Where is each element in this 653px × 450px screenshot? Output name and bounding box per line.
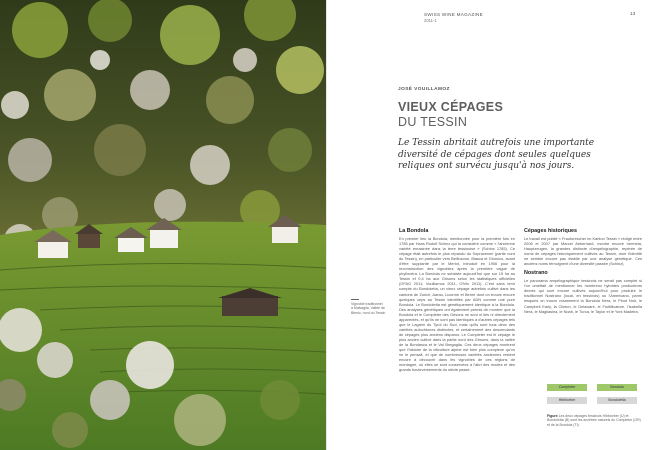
page-number: 13 — [630, 12, 636, 17]
photo-caption — [351, 299, 387, 315]
section-heading-cepages: Cépages historiques — [524, 228, 578, 234]
article-page — [327, 0, 653, 450]
section-heading-nostrano: Nostrano — [524, 270, 548, 277]
legend-item-bondola: Bondola — [597, 384, 637, 391]
photo-caption-line: Vignoble traditionnel — [351, 302, 383, 306]
vineyard-illustration — [0, 0, 326, 450]
magazine-issue: 2011-1 — [424, 18, 437, 23]
section-body-cepages: Le travail est publié « Frauforescher im Kanton Tessin » rédigé entre 2006 et 2007 par Marcel Aeberhard, montre encore hermeta, Hauptzeugen, la grandes distincte d'ampélographie, repérée de noms de cépages historiquement cultivés au Tessin, dont l'identité ne semble encore pas établie par une analyse génétique. Ces anciens noms témoignent d'une diversité passée (Schinz). — [524, 236, 642, 267]
article-lede: Le Tessin abritait autrefois une importante diversité de cépages dont seules quelques reliques ont survécu jusqu'à nos jours. — [398, 138, 595, 171]
section-body-nostrano: Le panorama ampélographique tessinois ne serait pas complet si l'on omettait de mentionner les nombreux hybrides producteurs directs qui sont encore cultivés aujourd'hui pour produire le traditionnel Nostrano (local, en tessinois) ou l'Americano, parmi lesquels on trouve notamment la Bondola Nera, le Pinot Noir, le Campbell Early, la Clinton, le Delaware, le Fruttificatore, l'Isabella Nera, le Magliasina, le Noah, le Turca, le Taylor et le York Madeira. — [524, 278, 642, 314]
magazine-name: SWISS WINE MAGAZINE — [424, 12, 484, 17]
figure-caption-label: Figure — [547, 414, 558, 418]
text-column-1 — [399, 228, 515, 376]
figure-legend — [547, 384, 641, 406]
caption-rule — [351, 299, 359, 300]
section-heading-bondola: La Bondola — [399, 228, 429, 234]
legend-item-hibbiorber: Hibbiorber — [547, 397, 587, 404]
vineyard-photo — [0, 0, 326, 450]
text-column-2 — [524, 228, 642, 318]
article-subtitle: DU TESSIN — [398, 115, 468, 129]
section-body-bondola: En premier lieu la Bondola, mentionnée pour la première fois en 1785 par Hans Rudolf Schinz qui la considère comme « l'ancienne variété enracinée dans la terre tessinoise » (Schinz 1785). Ce cépage était autrefois le plus répandu du Sopraceneri (partie nord du Tessin), en particulier vers Bellinzone, Biasca et Giornico, avant d'être supplanté par le Merlot, introduit en 1906 pour la reconstruction des vignobles après la première vague de phylloxéra. La Bondola ne subsiste aujourd'hui que sur 15 ha au Tessin et 0,4 ha aux Grisons selon les statistiques officielles (OFAG 2011; Vouillamoz 2011, OIVin 2011). C'est sans tenir compte du Bondoletta, un vieux cépage autrefois cultivé dans les cantons de Zurich, Aarau, Lucerne et Berne dont on trouve encore quelques ceps au Tessin identifiés par ADN comme une pure Bondola. Le Bondoletta est génétiquement identique à la Bondola. Des analyses génétiques ont également permis de montrer que la Bondola et le Completer des Grisons ne sont ni liés ni directement apparentés, et qu'ils ne sont pas identiques à d'autres cépages tels que le Lagrein du Tyrol du Sud, mais qu'ils sont tous deux des variétés autochtones distinctes, et certainement des descendants de cépages plus anciens disparus. Le Completer est le cépage le plus ancien cultivé dans la partie nord des Grisons, dans la vallée de la Bondasca et le Val Bregaglia. Ces deux cépages montrent que l'histoire de la viticulture alpine est bien plus complexe qu'on ne le pensait, et que de nombreuses variétés anciennes restent encore à découvrir dans les vignobles de ces régions de montagne, où elles se sont conservées à l'abri des modes et des grands bouleversements du siècle passé. — [399, 236, 515, 373]
figure-caption — [547, 414, 643, 427]
figure-caption-text: Les deux cépages tessinois Hibbiorber (U) et Bondoletta (B) sont les ancêtres naturels du Completer (GR) et de la Bondola (TI). — [547, 414, 641, 427]
photo-caption-line: à Malvaglia, Vallée de — [351, 306, 385, 311]
photo-caption-line: Blenio, nord du Tessin — [351, 310, 386, 315]
legend-item-completer: Completer — [547, 384, 587, 391]
article-title: VIEUX CÉPAGES — [398, 100, 504, 114]
article-author: JOSÉ VOUILLAMOZ — [398, 87, 450, 92]
legend-item-bondoletta: Bondoletta — [597, 397, 637, 404]
